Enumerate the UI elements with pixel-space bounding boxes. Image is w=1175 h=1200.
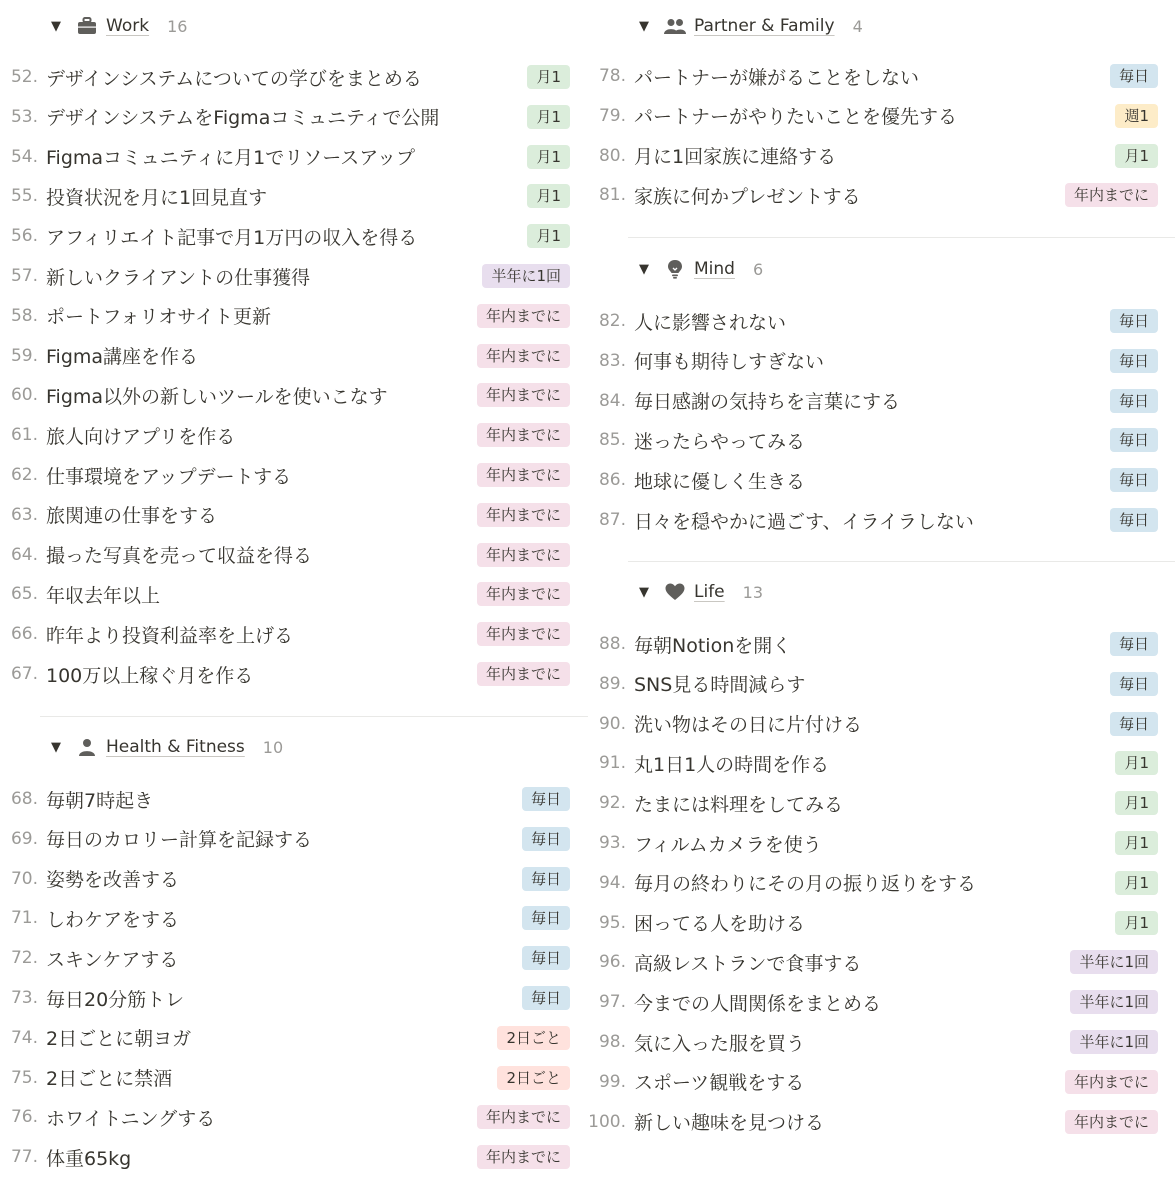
item-number: 76.	[10, 1107, 38, 1128]
item-number: 53.	[10, 106, 38, 127]
item-number: 90.	[598, 713, 626, 734]
frequency-tag[interactable]: 年内までに	[477, 383, 570, 407]
group-count: 13	[742, 582, 763, 602]
list-item[interactable]	[0, 1058, 570, 1098]
list-item[interactable]	[0, 614, 570, 654]
frequency-tag[interactable]: 2日ごと	[497, 1066, 570, 1090]
group-count: 10	[262, 737, 284, 757]
item-number: 100.	[588, 1111, 626, 1132]
list-item[interactable]	[588, 903, 1158, 943]
item-number: 60.	[10, 385, 38, 406]
item-title[interactable]: 家族に何かプレゼントする	[634, 185, 861, 208]
list-item[interactable]	[0, 574, 570, 614]
item-number: 80.	[598, 145, 626, 166]
item-number: 92.	[598, 793, 626, 814]
list-item[interactable]	[0, 779, 570, 819]
item-title[interactable]: 年収去年以上	[46, 584, 161, 607]
item-number: 56.	[10, 226, 38, 247]
frequency-tag[interactable]: 毎日	[1110, 309, 1158, 333]
item-number: 77.	[10, 1147, 38, 1168]
item-number: 61.	[10, 425, 38, 446]
list-item[interactable]	[0, 495, 570, 535]
frequency-tag[interactable]: 年内までに	[477, 622, 570, 646]
group-count: 16	[167, 16, 188, 36]
group-header-life[interactable]	[636, 572, 763, 612]
list-item[interactable]	[588, 704, 1158, 744]
group-header-work[interactable]	[48, 6, 187, 46]
frequency-tag[interactable]: 2日ごと	[497, 1026, 570, 1050]
item-number: 58.	[10, 305, 38, 326]
frequency-tag[interactable]: 毎日	[1110, 349, 1158, 373]
list-item[interactable]	[588, 500, 1158, 540]
frequency-tag[interactable]: 毎日	[1110, 508, 1158, 532]
frequency-tag[interactable]: 年内までに	[1065, 1070, 1158, 1094]
item-number: 91.	[598, 753, 626, 774]
list-item[interactable]	[0, 978, 570, 1018]
list-item[interactable]	[0, 97, 570, 137]
frequency-tag[interactable]: 毎日	[522, 946, 570, 970]
frequency-tag[interactable]: 月1	[527, 184, 570, 208]
frequency-tag[interactable]: 年内までに	[477, 463, 570, 487]
list-item[interactable]	[0, 455, 570, 495]
item-title[interactable]: パートナーが嫌がることをしない	[634, 66, 920, 89]
item-title[interactable]: アフィリエイト記事で月1万円の収入を得る	[46, 226, 418, 249]
toggle-triangle-icon[interactable]: ▼	[639, 18, 649, 34]
item-number: 78.	[598, 66, 626, 86]
item-number: 87.	[598, 510, 626, 530]
group-divider	[628, 237, 1175, 238]
toggle-triangle-icon[interactable]: ▼	[51, 739, 61, 755]
item-number: 63.	[10, 504, 38, 525]
frequency-tag[interactable]: 年内までに	[477, 662, 570, 686]
list-item[interactable]	[588, 863, 1158, 903]
item-title[interactable]: フィルムカメラを使う	[634, 833, 822, 856]
list-item[interactable]	[0, 1137, 570, 1177]
item-title[interactable]: 昨年より投資利益率を上げる	[46, 624, 294, 647]
item-title[interactable]: 毎日のカロリー計算を記録する	[46, 829, 313, 852]
list-item[interactable]	[588, 1062, 1158, 1102]
group-header-mind[interactable]	[636, 249, 763, 289]
item-number: 88.	[598, 634, 626, 654]
item-title[interactable]: ポートフォリオサイト更新	[46, 306, 271, 329]
group-title[interactable]: Mind	[694, 259, 735, 279]
item-title[interactable]: 何事も期待しすぎない	[634, 351, 825, 374]
list-item[interactable]	[0, 296, 570, 336]
item-title[interactable]: 迷ったらやってみる	[634, 430, 806, 453]
group-header-partner[interactable]	[636, 6, 863, 46]
item-title[interactable]: 姿勢を改善する	[46, 869, 180, 892]
item-title[interactable]: 毎日20分筋トレ	[46, 988, 185, 1011]
item-title[interactable]: SNS見る時間減らす	[634, 674, 806, 697]
item-number: 82.	[598, 311, 626, 331]
frequency-tag[interactable]: 年内までに	[477, 543, 570, 567]
item-title[interactable]: 100万以上稼ぐ月を作る	[46, 664, 254, 687]
item-title[interactable]: しわケアをする	[46, 908, 180, 931]
list-item[interactable]	[588, 460, 1158, 500]
group-title[interactable]: Partner & Family	[694, 16, 835, 36]
item-number: 65.	[10, 584, 38, 605]
item-title[interactable]: 月に1回家族に連絡する	[634, 146, 837, 169]
person-icon	[76, 736, 98, 758]
list-item[interactable]	[588, 1102, 1158, 1142]
list-item[interactable]	[0, 938, 570, 978]
list-item[interactable]	[588, 1022, 1158, 1062]
item-number: 67.	[10, 664, 38, 684]
list-item[interactable]	[588, 96, 1158, 136]
toggle-triangle-icon[interactable]: ▼	[51, 18, 61, 34]
group-title[interactable]: Health & Fitness	[106, 737, 245, 757]
list-item[interactable]	[0, 415, 570, 455]
toggle-triangle-icon[interactable]: ▼	[639, 584, 649, 600]
frequency-tag[interactable]: 年内までに	[477, 503, 570, 527]
briefcase-icon	[76, 15, 98, 37]
frequency-tag[interactable]: 月1	[527, 105, 570, 129]
item-title[interactable]: 丸1日1人の時間を作る	[634, 753, 830, 776]
list-item[interactable]	[0, 1018, 570, 1058]
list-item[interactable]	[0, 898, 570, 938]
item-title[interactable]: Figmaコミュニティに月1でリソースアップ	[46, 147, 415, 170]
group-header-health[interactable]	[48, 727, 283, 767]
item-number: 85.	[598, 430, 626, 451]
item-title[interactable]: 2日ごとに禁酒	[46, 1068, 173, 1091]
frequency-tag[interactable]: 年内までに	[1065, 1110, 1158, 1134]
item-number: 95.	[598, 912, 626, 933]
frequency-tag[interactable]: 月1	[527, 65, 570, 89]
item-title[interactable]: 高級レストランで食事する	[634, 952, 862, 975]
frequency-tag[interactable]: 年内までに	[477, 423, 570, 447]
list-item[interactable]	[0, 1097, 570, 1137]
item-title[interactable]: 今までの人間関係をまとめる	[634, 992, 882, 1015]
list-item[interactable]	[588, 341, 1158, 381]
item-title[interactable]: スキンケアする	[46, 948, 179, 971]
frequency-tag[interactable]: 毎日	[1110, 672, 1158, 696]
frequency-tag[interactable]: 月1	[1115, 911, 1158, 935]
lightbulb-icon	[664, 258, 686, 280]
item-number: 59.	[10, 345, 38, 366]
item-title[interactable]: ホワイトニングする	[46, 1107, 216, 1130]
item-title[interactable]: 2日ごとに朝ヨガ	[46, 1028, 192, 1051]
item-number: 99.	[598, 1071, 626, 1092]
frequency-tag[interactable]: 毎日	[1110, 632, 1158, 656]
frequency-tag[interactable]: 月1	[527, 145, 570, 169]
frequency-tag[interactable]: 半年に1回	[1070, 1030, 1158, 1054]
frequency-tag[interactable]: 毎日	[522, 827, 570, 851]
frequency-tag[interactable]: 毎日	[522, 787, 570, 811]
frequency-tag[interactable]: 月1	[1115, 144, 1158, 168]
group-divider	[628, 561, 1175, 562]
frequency-tag[interactable]: 年内までに	[477, 1105, 570, 1129]
item-title[interactable]: Figma以外の新しいツールを使いこなす	[46, 385, 388, 408]
frequency-tag[interactable]: 年内までに	[1065, 183, 1158, 207]
item-number: 62.	[10, 465, 38, 485]
item-number: 57.	[10, 266, 38, 286]
people-icon	[664, 15, 686, 37]
item-title[interactable]: 人に影響されない	[634, 311, 787, 334]
frequency-tag[interactable]: 月1	[527, 224, 570, 248]
list-item[interactable]	[0, 137, 570, 177]
list-item[interactable]	[588, 982, 1158, 1022]
group-count: 6	[752, 259, 764, 279]
list-item[interactable]	[588, 420, 1158, 460]
item-number: 75.	[10, 1067, 38, 1088]
item-number: 93.	[598, 833, 626, 853]
item-title[interactable]: 新しい趣味を見つける	[634, 1112, 825, 1135]
item-title[interactable]: 新しいクライアントの仕事獲得	[46, 266, 311, 289]
frequency-tag[interactable]: 半年に1回	[482, 264, 570, 288]
list-item[interactable]	[0, 535, 570, 575]
list-item[interactable]	[0, 57, 570, 97]
item-number: 64.	[10, 544, 38, 565]
item-title[interactable]: 旅関連の仕事をする	[46, 505, 218, 528]
list-item[interactable]	[588, 743, 1158, 783]
item-title[interactable]: 洗い物はその日に片付ける	[634, 714, 863, 737]
item-number: 81.	[598, 185, 626, 206]
list-item[interactable]	[588, 301, 1158, 341]
item-title[interactable]: 投資状況を月に1回見直す	[46, 186, 268, 209]
list-item[interactable]	[0, 654, 570, 694]
frequency-tag[interactable]: 年内までに	[477, 304, 570, 328]
frequency-tag[interactable]: 毎日	[1110, 64, 1158, 88]
frequency-tag[interactable]: 毎日	[522, 986, 570, 1010]
item-title[interactable]: 旅人向けアプリを作る	[46, 425, 236, 448]
item-number: 83.	[598, 350, 626, 371]
item-number: 73.	[10, 988, 38, 1008]
item-title[interactable]: たまには料理をしてみる	[634, 793, 844, 816]
frequency-tag[interactable]: 毎日	[1110, 712, 1158, 736]
frequency-tag[interactable]: 年内までに	[477, 344, 570, 368]
item-number: 98.	[598, 1032, 626, 1052]
frequency-tag[interactable]: 年内までに	[477, 1145, 570, 1169]
item-title[interactable]: 体重65kg	[46, 1147, 132, 1170]
item-number: 86.	[598, 470, 626, 491]
item-number: 69.	[10, 828, 38, 849]
item-title[interactable]: 毎朝Notionを開く	[634, 634, 792, 657]
frequency-tag[interactable]: 毎日	[1110, 468, 1158, 492]
frequency-tag[interactable]: 月1	[1115, 871, 1158, 895]
item-number: 72.	[10, 948, 38, 969]
item-title[interactable]: デザインシステムをFigmaコミュニティで公開	[46, 107, 440, 130]
toggle-triangle-icon[interactable]: ▼	[639, 261, 649, 277]
list-item[interactable]	[0, 216, 570, 256]
item-title[interactable]: スポーツ観戦をする	[634, 1072, 805, 1095]
list-item[interactable]	[0, 375, 570, 415]
frequency-tag[interactable]: 月1	[1115, 751, 1158, 775]
item-number: 89.	[598, 673, 626, 694]
list-item[interactable]	[0, 256, 570, 296]
item-title[interactable]: 困ってる人を助ける	[634, 913, 806, 936]
list-item[interactable]	[588, 56, 1158, 96]
group-title[interactable]: Work	[106, 16, 150, 36]
list-item[interactable]	[0, 336, 570, 376]
item-number: 94.	[598, 872, 626, 893]
frequency-tag[interactable]: 週1	[1115, 104, 1158, 128]
item-number: 74.	[10, 1027, 38, 1048]
item-number: 70.	[10, 868, 38, 889]
list-item[interactable]	[588, 783, 1158, 823]
frequency-tag[interactable]: 毎日	[522, 906, 570, 930]
item-number: 54.	[10, 146, 38, 167]
item-number: 84.	[598, 390, 626, 411]
frequency-tag[interactable]: 月1	[1115, 831, 1158, 855]
item-number: 55.	[10, 186, 38, 207]
list-item[interactable]	[0, 859, 570, 899]
frequency-tag[interactable]: 毎日	[1110, 428, 1158, 452]
list-item[interactable]	[588, 664, 1158, 704]
item-title[interactable]: 撮った写真を売って収益を得る	[46, 545, 313, 568]
frequency-tag[interactable]: 半年に1回	[1070, 990, 1158, 1014]
group-count: 4	[852, 16, 863, 36]
list-item[interactable]	[588, 136, 1158, 176]
frequency-tag[interactable]: 毎日	[1110, 389, 1158, 413]
item-title[interactable]: 毎月の終わりにその月の振り返りをする	[634, 873, 977, 896]
item-title[interactable]: デザインシステムについての学びをまとめる	[46, 67, 422, 90]
heart-icon	[664, 581, 686, 603]
item-title[interactable]: Figma講座を作る	[46, 346, 199, 369]
frequency-tag[interactable]: 半年に1回	[1070, 950, 1158, 974]
item-number: 52.	[10, 67, 38, 87]
item-number: 68.	[10, 789, 38, 809]
item-title[interactable]: パートナーがやりたいことを優先する	[634, 106, 958, 129]
item-title[interactable]: 日々を穏やかに過ごす、イライラしない	[634, 510, 974, 533]
list-item[interactable]	[0, 176, 570, 216]
frequency-tag[interactable]: 毎日	[522, 867, 570, 891]
list-item[interactable]	[0, 819, 570, 859]
list-item[interactable]	[588, 624, 1158, 664]
item-number: 97.	[598, 992, 626, 1013]
item-title[interactable]: 毎朝7時起き	[46, 789, 154, 812]
group-title[interactable]: Life	[694, 582, 725, 602]
item-number: 71.	[10, 908, 38, 929]
item-title[interactable]: 地球に優しく生きる	[634, 470, 806, 493]
group-divider	[40, 716, 588, 717]
item-number: 96.	[598, 952, 626, 973]
item-title[interactable]: 毎日感謝の気持ちを言葉にする	[634, 391, 901, 414]
list-item[interactable]	[588, 823, 1158, 863]
item-title[interactable]: 気に入った服を買う	[634, 1032, 806, 1055]
item-number: 79.	[598, 105, 626, 126]
list-item[interactable]	[588, 942, 1158, 982]
list-item[interactable]	[588, 381, 1158, 421]
item-title[interactable]: 仕事環境をアップデートする	[46, 465, 292, 488]
list-item[interactable]	[588, 175, 1158, 215]
frequency-tag[interactable]: 年内までに	[477, 582, 570, 606]
item-number: 66.	[10, 624, 38, 645]
frequency-tag[interactable]: 月1	[1115, 791, 1158, 815]
